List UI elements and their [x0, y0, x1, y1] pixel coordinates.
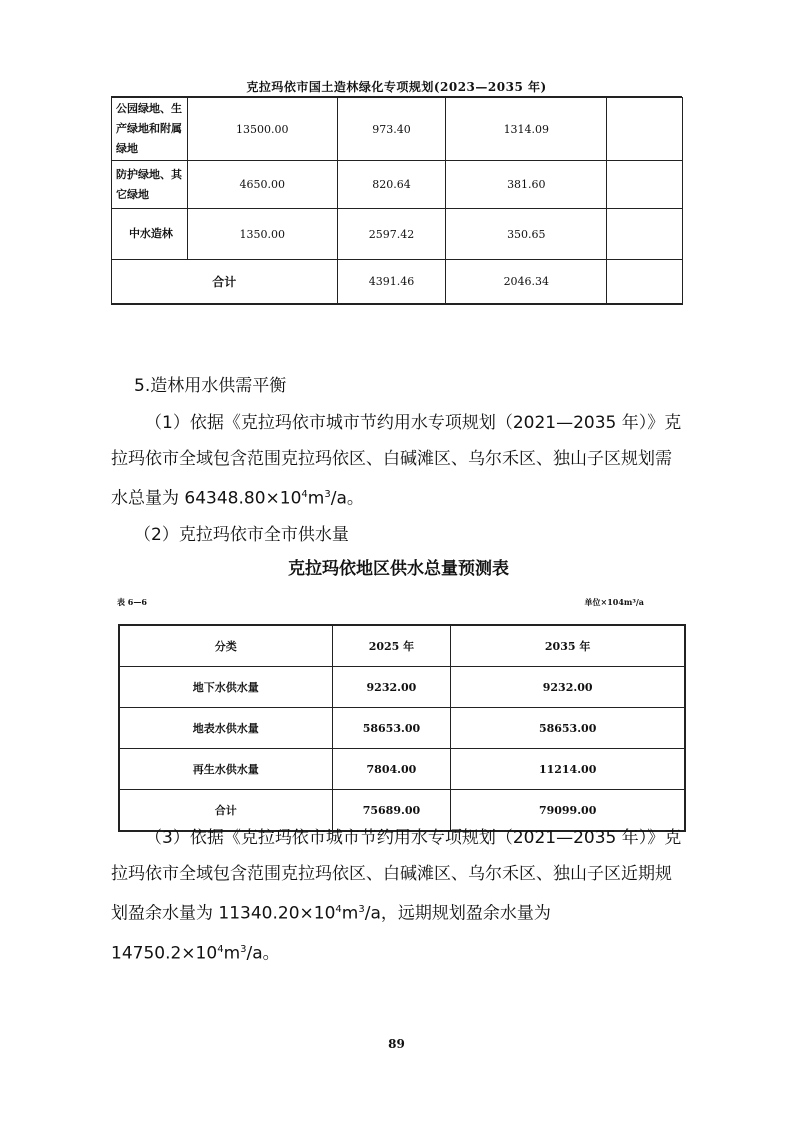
table-number: 表 6—6 [117, 597, 147, 607]
paragraph-3 [111, 820, 686, 971]
table-cell: 58653.00 [332, 708, 451, 749]
water-supply-table [118, 624, 686, 832]
table-cell: 973.40 [337, 98, 446, 161]
table-cell: 11214.00 [451, 749, 685, 790]
page-number: 89 [388, 1037, 405, 1051]
table-cell: 1314.09 [446, 98, 607, 161]
column-header: 2035 年 [451, 625, 685, 667]
paragraph-1 [111, 405, 686, 517]
table-cell: 地下水供水量 [119, 667, 332, 708]
paragraph-text: （3）依据《克拉玛依市城市节约用水专项规划（2021—2035 年）》克拉玛依市全域包含范围克拉玛依区、白碱滩区、乌尔禾区、独山子区近期规划盈余水量为 11340.20×10 [111, 828, 682, 924]
superscript: 4 [217, 943, 224, 955]
table-cell: 4650.00 [187, 161, 337, 209]
superscript: 3 [240, 943, 247, 955]
row-label: 公园绿地、生产绿地和附属绿地 [112, 98, 188, 161]
paragraph-text: /a。 [246, 943, 280, 964]
table-cell: 9232.00 [451, 667, 685, 708]
table-row [112, 98, 683, 161]
paragraph-text: m [307, 488, 325, 509]
table-cell: 58653.00 [451, 708, 685, 749]
paragraph-text: （1）依据《克拉玛依市城市节约用水专项规划（2021—2035 年）》克拉玛依市全域包含范围克拉玛依区、白碱滩区、乌尔禾区、独山子区规划需水总量为 64348.80×10 [111, 413, 682, 509]
column-header: 分类 [119, 625, 332, 667]
table-cell: 4391.46 [337, 260, 446, 304]
superscript: 3 [358, 904, 365, 915]
table-row [112, 209, 683, 260]
table-cell: 350.65 [446, 209, 607, 260]
table-cell: 381.60 [446, 161, 607, 209]
paragraph-text: /a。 [330, 488, 364, 509]
table-cell: 地表水供水量 [119, 708, 332, 749]
table-cell [607, 260, 683, 304]
table-cell: 79099.00 [451, 790, 685, 832]
paragraph-text: /a，远期规划盈余水量为 14750.2×10 [111, 903, 551, 964]
superscript: 4 [335, 904, 342, 915]
table-cell: 13500.00 [187, 98, 337, 161]
table-cell [607, 161, 683, 209]
paragraph-text: m [341, 903, 359, 924]
page-header: 克拉玛依市国土造林绿化专项规划(2023—2035 年) [246, 80, 547, 94]
table-cell: 2046.34 [446, 260, 607, 304]
superscript: 3 [324, 489, 331, 500]
table-cell: 再生水供水量 [119, 749, 332, 790]
table-cell [607, 98, 683, 161]
greening-water-table [111, 97, 683, 305]
paragraph-text: m [223, 943, 241, 964]
table-cell: 2597.42 [337, 209, 446, 260]
table-cell: 合计 [119, 790, 332, 832]
column-header: 2025 年 [332, 625, 451, 667]
table-cell: 820.64 [337, 161, 446, 209]
total-label: 合计 [112, 260, 338, 304]
paragraph-2: （2）克拉玛依市全市供水量 [134, 525, 349, 545]
row-label: 中水造林 [112, 209, 188, 260]
table-total-row [112, 260, 683, 304]
table-cell: 75689.00 [332, 790, 451, 832]
section-heading: 5.造林用水供需平衡 [134, 376, 287, 396]
table-cell: 9232.00 [332, 667, 451, 708]
table-cell [607, 209, 683, 260]
table-cell: 1350.00 [187, 209, 337, 260]
table-unit: 单位×104m³/a [584, 597, 644, 607]
table-row [119, 749, 685, 790]
table-row [119, 667, 685, 708]
table-row [112, 161, 683, 209]
table-cell: 7804.00 [332, 749, 451, 790]
row-label: 防护绿地、其它绿地 [112, 161, 188, 209]
table-header-row [119, 625, 685, 667]
table-title: 克拉玛依地区供水总量预测表 [288, 559, 509, 579]
superscript: 4 [301, 489, 308, 500]
table-row [119, 708, 685, 749]
